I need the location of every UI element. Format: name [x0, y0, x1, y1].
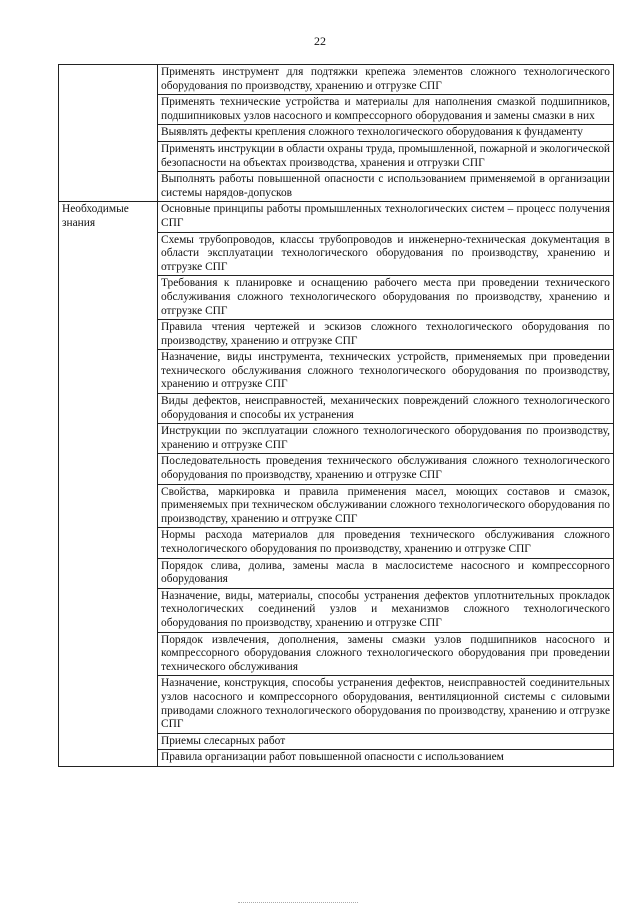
table-cell: Порядок извлечения, дополнения, замены смазки узлов подшипников насосного и компрессорного оборудования сложного технологического оборудования при проведении технического обслуживания — [158, 632, 614, 676]
table-cell: Правила чтения чертежей и эскизов сложного технологического оборудования по производству, хранению и отгрузке СПГ — [158, 320, 614, 350]
scan-artifact — [238, 899, 358, 903]
table-cell: Последовательность проведения технического обслуживания сложного технологического оборудования по производству, хранению и отгрузке СПГ — [158, 454, 614, 484]
table-cell: Выявлять дефекты крепления сложного технологического оборудования к фундаменту — [158, 125, 614, 142]
table-cell: Нормы расхода материалов для проведения технического обслуживания сложного технологического оборудования по производству, хранению и отгрузке СПГ — [158, 528, 614, 558]
competency-table — [58, 64, 614, 767]
table-cell: Применять технические устройства и материалы для наполнения смазкой подшипников, подшипниковых узлов насосного и компрессорного оборудования и замены смазки в них — [158, 95, 614, 125]
table-row — [59, 65, 614, 95]
table-cell: Приемы слесарных работ — [158, 733, 614, 750]
table-cell: Правила организации работ повышенной опасности с использованием — [158, 750, 614, 767]
table-cell: Применять инструмент для подтяжки крепежа элементов сложного технологического оборудования по производству, хранению и отгрузке СПГ — [158, 65, 614, 95]
table-cell: Виды дефектов, неисправностей, механических повреждений сложного технологического оборудования и способы их устранения — [158, 394, 614, 424]
table-cell: Назначение, виды, материалы, способы устранения дефектов уплотнительных прокладок технологических соединений узлов и механизмов сложного технологического оборудования по производству, хранению и отгрузке СПГ — [158, 588, 614, 632]
table-cell: Требования к планировке и оснащению рабочего места при проведении технического обслуживания сложного технологического оборудования по производству, хранению и отгрузке СПГ — [158, 276, 614, 320]
table-cell: Назначение, виды инструмента, технических устройств, применяемых при проведении технического обслуживания сложного технологического оборудования по производству, хранению и отгрузке СПГ — [158, 350, 614, 394]
skills-label-cell — [59, 65, 158, 202]
table-cell: Порядок слива, долива, замены масла в маслосистеме насосного и компрессорного оборудования — [158, 558, 614, 588]
table-cell: Свойства, маркировка и правила применения масел, моющих составов и смазок, применяемых при техническом обслуживании сложного технологического оборудования по производству, хранению и отгрузке СПГ — [158, 484, 614, 528]
table-cell: Основные принципы работы промышленных технологических систем – процесс получения СПГ — [158, 202, 614, 232]
table-cell: Инструкции по эксплуатации сложного технологического оборудования по производству, хранению и отгрузке СПГ — [158, 424, 614, 454]
table-row — [59, 202, 614, 232]
table-cell: Выполнять работы повышенной опасности с использованием применяемой в организации системы нарядов-допусков — [158, 172, 614, 202]
knowledge-label: Необходимые знания — [59, 202, 158, 767]
table-cell: Схемы трубопроводов, классы трубопроводов и инженерно-техническая документация в области эксплуатации технологического оборудования по производству, хранению и отгрузке СПГ — [158, 232, 614, 276]
table-cell: Назначение, конструкция, способы устранения дефектов, неисправностей соединительных узлов насосного и компрессорного оборудования, вентиляционной системы с силовыми приводами сложного технологического оборудования по производству, хранению и отгрузке СПГ — [158, 676, 614, 733]
page-number: 22 — [314, 34, 326, 48]
table-cell: Применять инструкции в области охраны труда, промышленной, пожарной и экологической безопасности на объектах производства, хранения и отгрузки СПГ — [158, 141, 614, 171]
